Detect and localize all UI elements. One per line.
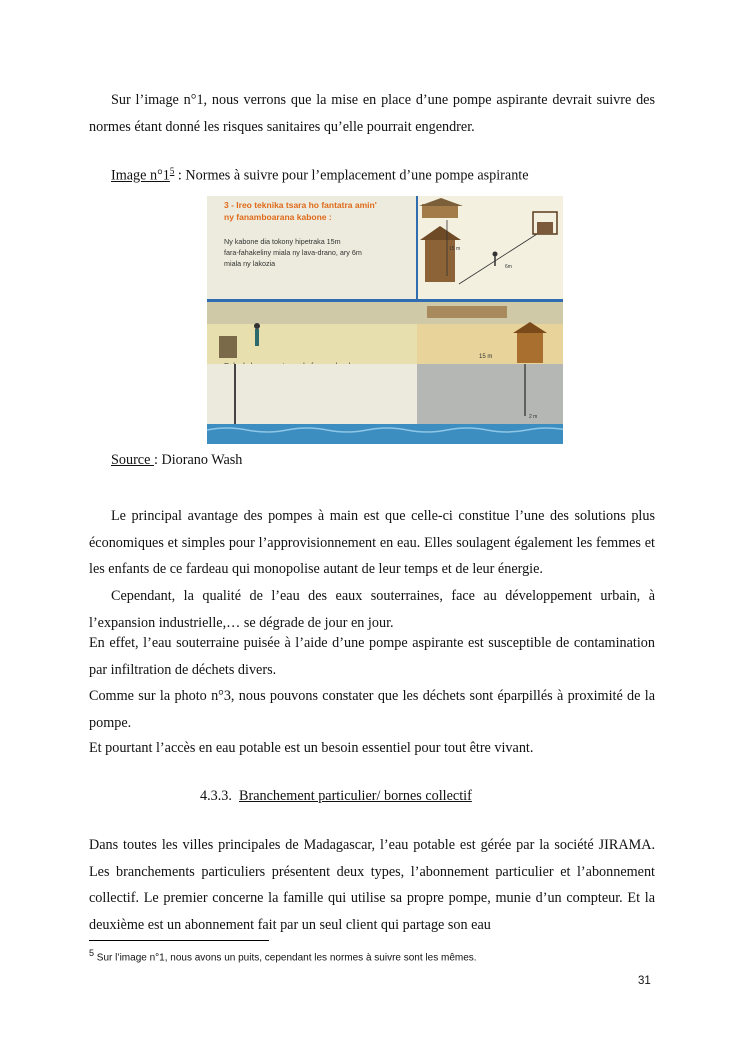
source-text: : Diorano Wash <box>153 452 243 468</box>
body-paragraph-1: Le principal avantage des pompes à main est que celle-ci constitue l’une des solutions plus économiques et simples pour l’approvisionnement en eau. Elles soulagent également les femmes et les enfants de ce fardeau qui monopolise autant de leur temps et de leur énergie. <box>89 508 655 577</box>
figure-label-15m-bottom: 15 m <box>479 354 493 360</box>
body-paragraph-6: Dans toutes les villes principales de Madagascar, l’eau potable est gérée par la société JIRAMA. Les branchements particuliers présentent deux types, l’abonnement particulier et l’abonnement collectif. Le premier concerne la famille qui utilise sa propre pompe, munie d’un compteur. Et la deuxième est un abonnement fait par un seul client qui partage son eau <box>89 837 655 933</box>
footnote <box>89 948 477 963</box>
figure-label-15m-top: 15 m <box>449 246 461 252</box>
intro-paragraph: Sur l’image n°1, nous verrons que la mise en place d’une pompe aspirante devrait suivre des normes étant donné les risques sanitaires qu’elle pourrait engendrer. <box>89 92 655 135</box>
pump-norms-illustration <box>207 196 563 444</box>
section-heading <box>200 788 472 805</box>
section-number: 4.3.3. <box>200 788 232 804</box>
source-label: Source <box>111 452 154 468</box>
caption-footnote-mark: 5 <box>169 166 175 176</box>
footnote-divider <box>89 940 269 941</box>
figure-label-6m: 6m <box>505 264 512 270</box>
caption-text: : Normes à suivre pour l’emplacement d’une pompe aspirante <box>174 167 529 184</box>
body-paragraph-2: Cependant, la qualité de l’eau des eaux souterraines, face au développement urbain, à l’expansion industrielle,… se dégrade de jour en jour. <box>89 588 655 631</box>
figure-text1-line-1: Ny kabone dia tokony hipetraka 15m <box>224 237 341 246</box>
figure-title-line-1: 3 - Ireo teknika tsara ho fantatra amin' <box>224 200 377 210</box>
footnote-text: Sur l’image n°1, nous avons un puits, cependant les normes à suivre sont les mêmes. <box>94 952 477 964</box>
figure-text1-line-2: fara-fahakeliny miala ny lava-drano, ary 6m <box>224 248 362 257</box>
body-paragraph-3: En effet, l’eau souterraine puisée à l’aide d’une pompe aspirante est susceptible de contamination par infiltration de déchets divers. <box>89 635 655 678</box>
figure-label-2m: 2 m <box>529 414 538 420</box>
page-number: 31 <box>638 975 651 987</box>
body-paragraph-4: Comme sur la photo n°3, nous pouvons constater que les déchets sont éparpillés à proximité de la pompe. <box>89 688 655 731</box>
figure-caption <box>111 166 529 185</box>
figure-text1-line-3: miala ny lakozia <box>224 259 276 268</box>
section-title: Branchement particulier/ bornes collectif <box>239 788 472 804</box>
caption-label: Image n°1 <box>111 167 170 184</box>
figure-title-line-2: ny fanamboarana kabone : <box>224 212 332 222</box>
footnote-mark: 5 <box>89 948 95 958</box>
body-paragraph-5: Et pourtant l’accès en eau potable est un besoin essentiel pour tout être vivant. <box>89 740 534 756</box>
figure-source <box>111 452 242 469</box>
